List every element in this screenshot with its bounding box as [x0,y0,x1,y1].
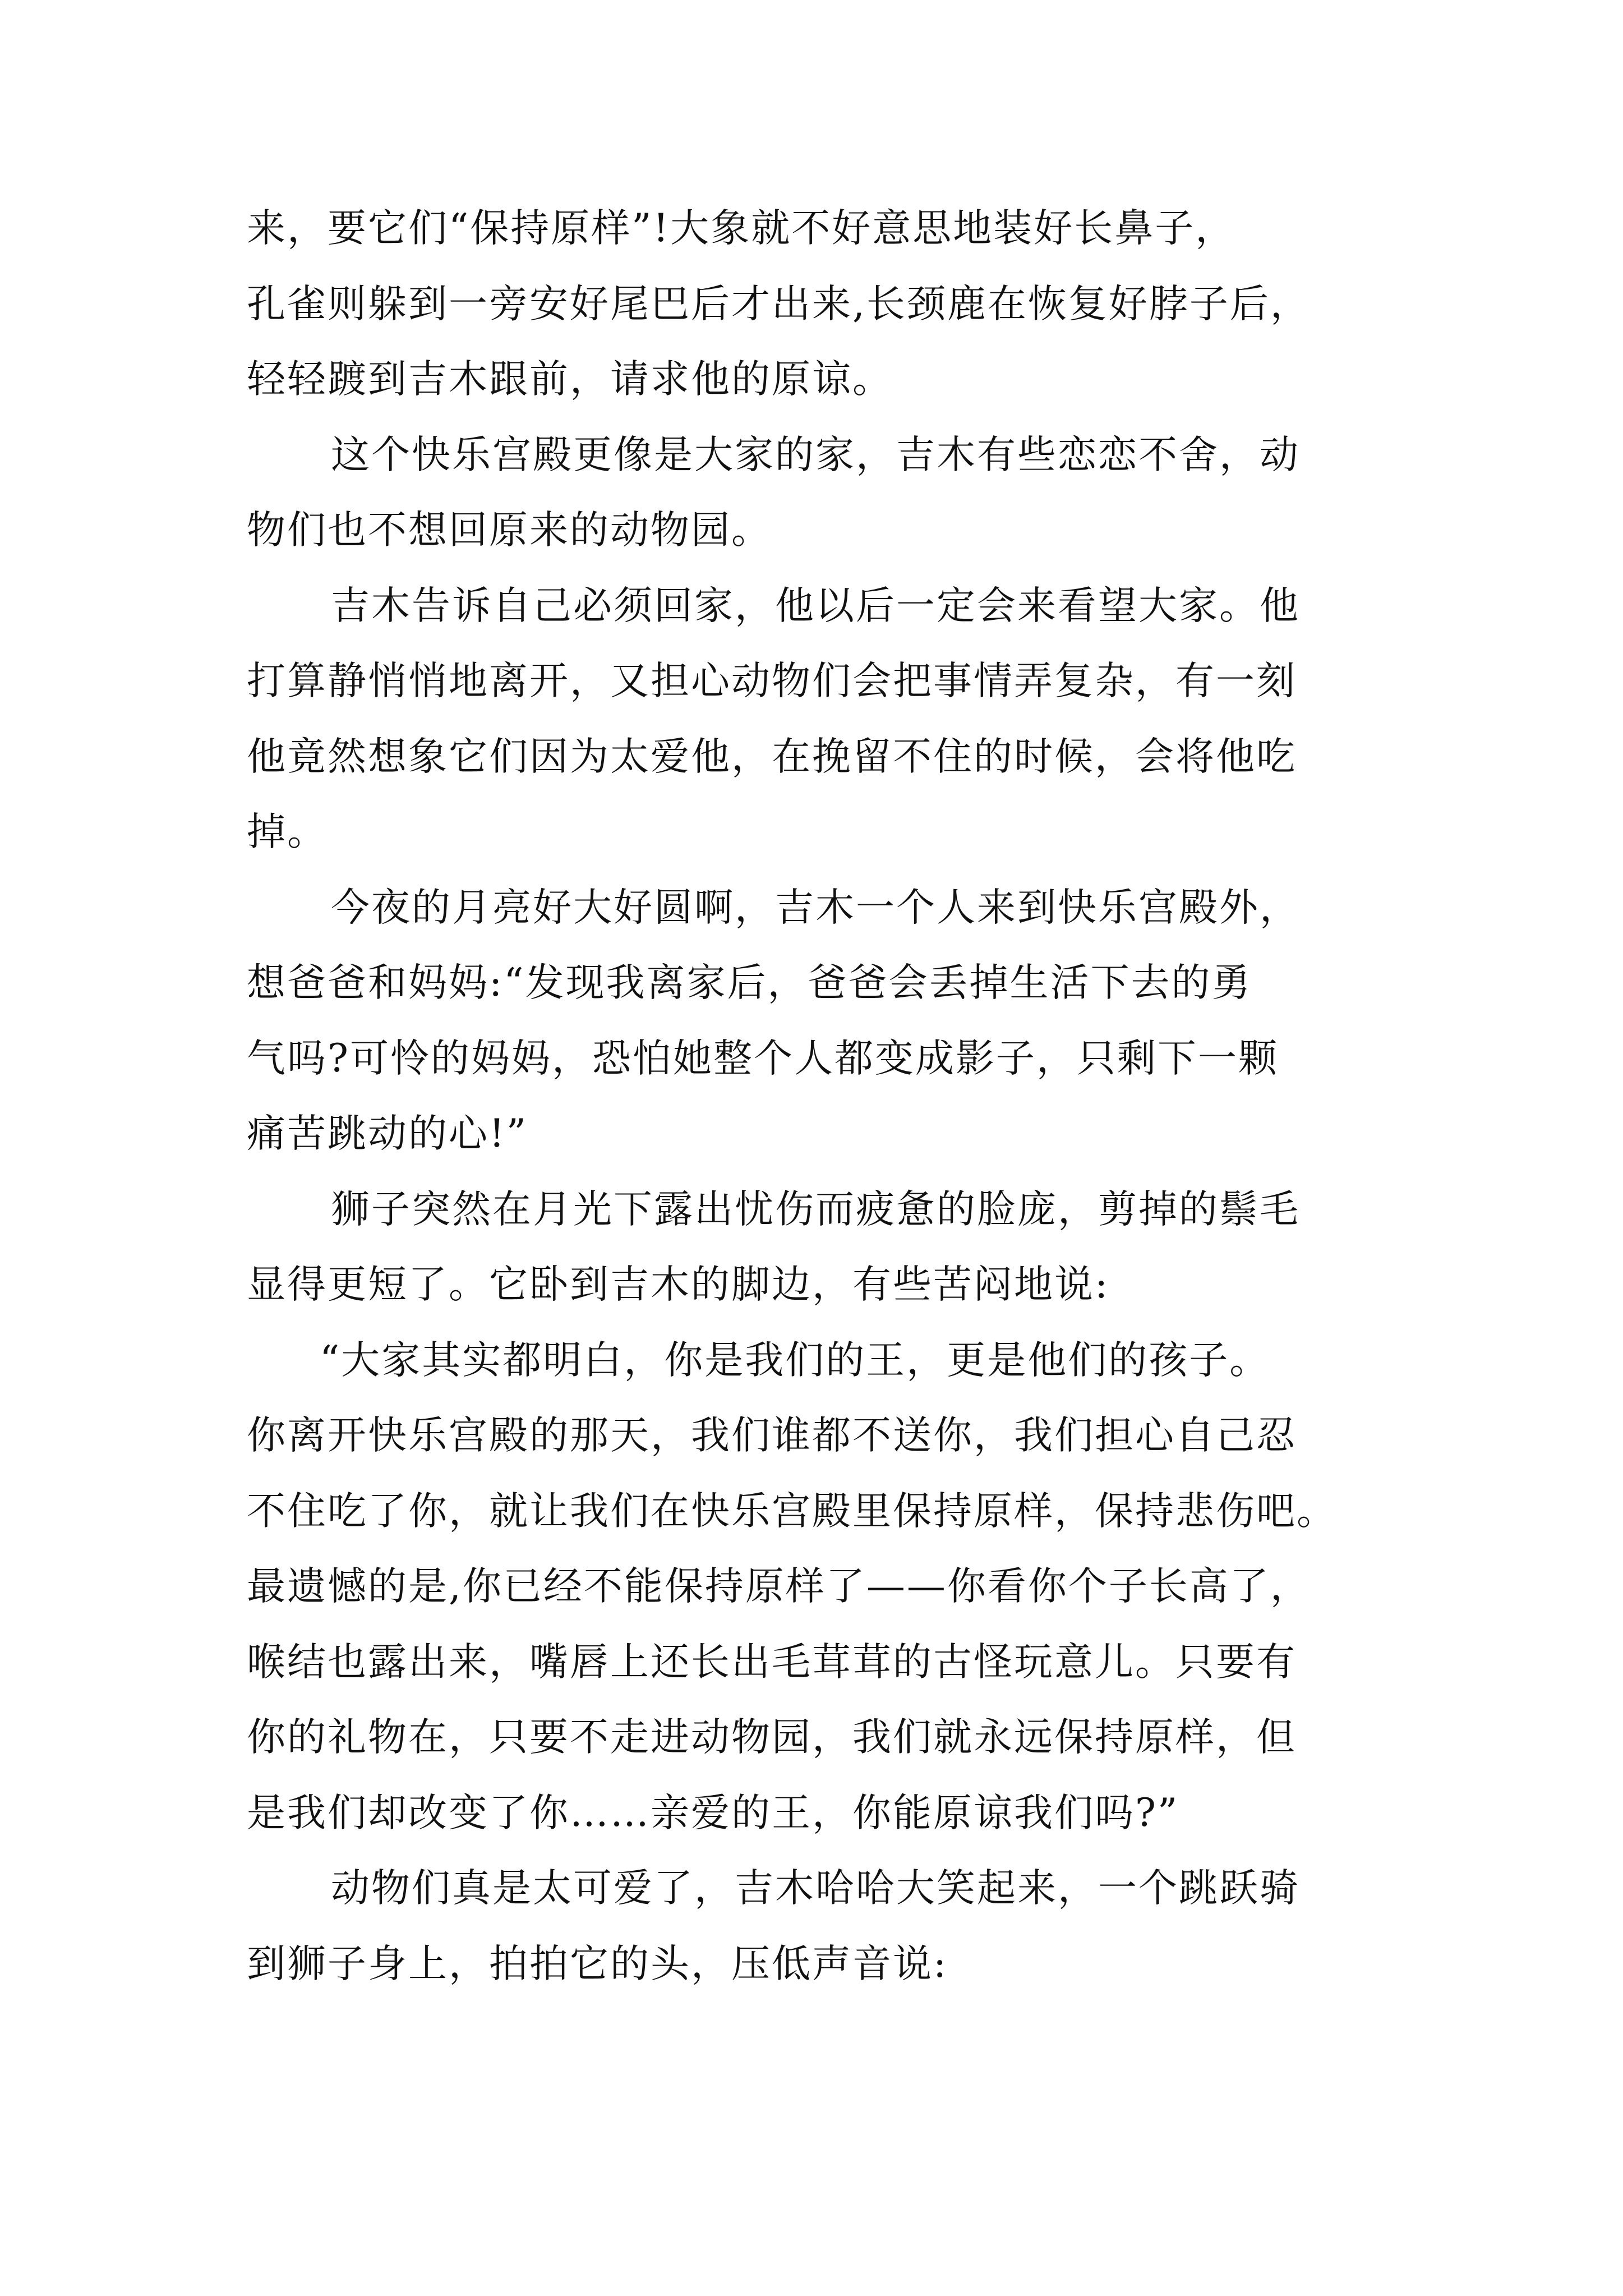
text-line: 你离开快乐宫殿的那天，我们谁都不送你，我们担心自己忍 [247,1413,1297,1458]
text-line: 轻轻踱到吉木跟前，请求他的原谅。 [247,357,893,402]
text-line: 来，要它们“保持原样”!大象就不好意思地装好长鼻子， [247,206,1236,251]
paragraph-first-line: 这个快乐宫殿更像是大家的家，吉木有些恋恋不舍，动 [331,432,1300,477]
text-line: 最遗憾的是,你已经不能保持原样了——你看你个子长高了， [247,1564,1311,1609]
paragraph-first-line: “大家其实都明白，你是我们的王，更是他们的孩子。 [320,1337,1270,1383]
text-line: 气吗?可怜的妈妈，恐怕她整个人都变成影子，只剩下一颗 [247,1036,1279,1081]
text-line: 你的礼物在，只要不走进动物园，我们就永远保持原样，但 [247,1715,1297,1760]
text-line: 孔雀则躲到一旁安好尾巴后才出来,长颈鹿在恢复好脖子后， [247,281,1311,326]
body-text [247,191,1424,2001]
text-line: 他竟然想象它们因为太爱他，在挽留不住的时候，会将他吃 [247,734,1297,779]
text-line: 喉结也露出来，嘴唇上还长出毛茸茸的古怪玩意儿。只要有 [247,1639,1297,1685]
text-line: 不住吃了你，就让我们在快乐宫殿里保持原样，保持悲伤吧。 [247,1488,1337,1534]
text-line: 打算静悄悄地离开，又担心动物们会把事情弄复杂，有一刻 [247,659,1297,703]
text-line: 掉。 [247,809,328,854]
paragraph-first-line: 狮子突然在月光下露出忧伤而疲惫的脸庞，剪掉的鬃毛 [331,1186,1300,1232]
text-line: 是我们却改变了你……亲爱的王，你能原谅我们吗?” [247,1790,1179,1835]
text-line: 想爸爸和妈妈:“发现我离家后，爸爸会丢掉生活下去的勇 [247,960,1252,1005]
text-line: 物们也不想回原来的动物园。 [247,508,772,553]
paragraph-first-line: 动物们真是太可爱了，吉木哈哈大笑起来，一个跳跃骑 [331,1866,1300,1911]
text-line: 痛苦跳动的心!” [247,1111,528,1156]
paragraph-first-line: 今夜的月亮好大好圆啊，吉木一个人来到快乐宫殿外， [331,885,1300,930]
paragraph-first-line: 吉木告诉自己必须回家，他以后一定会来看望大家。他 [331,583,1300,628]
text-line: 到狮子身上，拍拍它的头，压低声音说: [247,1941,948,1986]
text-line: 显得更短了。它卧到吉木的脚边，有些苦闷地说: [247,1262,1110,1307]
